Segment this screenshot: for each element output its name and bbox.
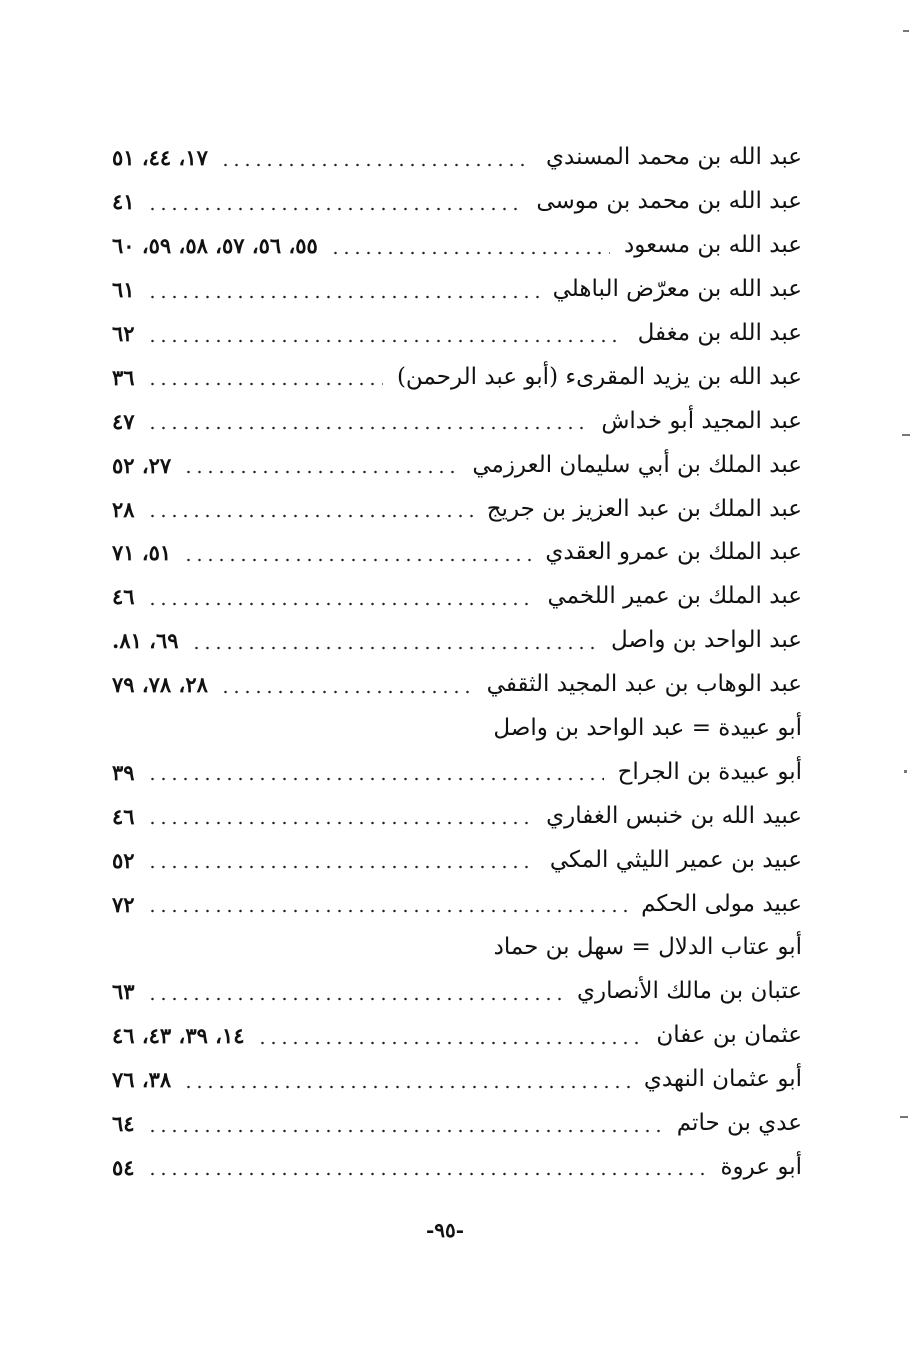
dot-leader <box>147 862 536 872</box>
index-entry <box>112 794 802 838</box>
entry-name: أبو عبيدة = عبد الواحد بن واصل <box>493 715 802 742</box>
entry-name: عبد الله بن محمد بن موسى <box>536 188 802 215</box>
entry-pages: ٥١، ٧١ <box>112 540 172 566</box>
index-entry <box>112 312 802 356</box>
entry-name: عبد الله بن محمد المسندي <box>546 144 802 171</box>
entry-name: عبد الله بن معرّض الباهلي <box>552 276 802 303</box>
entry-pages: ٥٥، ٥٦، ٥٧، ٥٨، ٥٩، ٦٠ <box>112 233 318 259</box>
index-entry <box>112 619 802 663</box>
index-entry <box>112 180 802 224</box>
index-entry <box>112 355 802 399</box>
index-entry <box>112 136 802 180</box>
index-entry <box>112 443 802 487</box>
index-entry <box>112 882 802 926</box>
entry-name: عبيد مولى الحكم <box>641 890 802 917</box>
entry-pages: ١٧، ٤٤، ٥١ <box>112 145 208 171</box>
entry-name: عتبان بن مالك الأنصاري <box>576 978 802 1005</box>
dot-leader <box>147 1126 663 1136</box>
entry-name: عدي بن حاتم <box>676 1110 802 1137</box>
entry-pages: ٣٨، ٧٦ <box>112 1067 172 1093</box>
dot-leader <box>147 204 523 214</box>
entry-pages: ٦٤ <box>112 1111 135 1137</box>
entry-pages: ٤١ <box>112 189 135 215</box>
index-entry <box>112 1145 802 1189</box>
entry-name: عبد الملك بن عمير اللخمي <box>547 583 802 610</box>
entry-pages: ٦٢ <box>112 321 135 346</box>
dot-leader <box>220 160 532 170</box>
entry-name: عبيد بن عمير الليثي المكي <box>549 846 802 873</box>
dot-leader <box>147 1169 707 1179</box>
dot-leader <box>147 379 383 389</box>
index-entry <box>112 575 802 619</box>
name-index-list <box>112 136 802 1189</box>
entry-name: عبد الملك بن عبد العزيز بن جريج <box>486 495 802 522</box>
index-entry <box>112 663 802 707</box>
entry-name: عثمان بن عفان <box>656 1022 802 1049</box>
index-entry <box>112 399 802 443</box>
entry-name: عبد الوهاب بن عبد المجيد الثقفي <box>486 671 802 698</box>
entry-pages: ٦٩، ٨١. <box>112 628 179 654</box>
dot-leader <box>147 906 628 916</box>
dot-leader <box>147 292 539 302</box>
dot-leader <box>147 423 588 433</box>
entry-pages: ٦١ <box>112 277 135 303</box>
entry-pages: ٣٦ <box>112 364 135 390</box>
dot-leader <box>330 248 610 258</box>
entry-pages: ٤٦ <box>112 584 135 610</box>
entry-name: أبو عروة <box>720 1153 802 1180</box>
dot-leader <box>220 687 473 697</box>
cross-reference-entry <box>112 707 802 751</box>
entry-pages: ٢٨، ٧٨، ٧٩ <box>112 672 208 698</box>
dot-leader <box>147 336 624 346</box>
entry-pages: ٣٩ <box>112 759 135 785</box>
page-number: -٩٥- <box>425 1218 465 1242</box>
entry-name: عبد الملك بن أبي سليمان العرزمي <box>472 451 802 478</box>
entry-pages: ٢٧، ٥٢ <box>112 452 172 478</box>
entry-pages: ٥٢ <box>112 847 135 873</box>
index-entry <box>112 838 802 882</box>
entry-pages: ٢٨ <box>112 496 135 522</box>
scan-speck <box>900 1116 908 1118</box>
entry-name: عبد الله بن يزيد المقرىء (أبو عبد الرحمن) <box>396 363 802 390</box>
entry-name: عبد المجيد أبو خداش <box>601 407 802 434</box>
index-entry <box>112 224 802 268</box>
dot-leader <box>183 555 531 565</box>
dot-leader <box>147 774 604 784</box>
entry-pages: ١٤، ٣٩، ٤٣، ٤٦ <box>112 1023 245 1049</box>
dot-leader <box>183 1082 630 1092</box>
index-entry <box>112 268 802 312</box>
index-entry <box>112 1014 802 1058</box>
entry-pages: ٧٢ <box>112 891 135 917</box>
dot-leader <box>147 599 534 609</box>
dot-leader <box>147 994 563 1004</box>
dot-leader <box>147 511 473 521</box>
index-entry <box>112 531 802 575</box>
entry-name: عبد الله بن مسعود <box>624 232 802 259</box>
scan-speck <box>902 434 910 436</box>
dot-leader <box>191 643 597 653</box>
index-entry <box>112 487 802 531</box>
scan-speck <box>904 770 907 773</box>
dot-leader <box>183 467 458 477</box>
entry-name: عبد الواحد بن واصل <box>611 627 802 654</box>
index-entry <box>112 970 802 1014</box>
index-entry <box>112 1102 802 1146</box>
entry-name: عبيد الله بن خنبس الغفاري <box>546 802 802 829</box>
entry-pages: ٦٣ <box>112 979 135 1005</box>
entry-name: أبو عثمان النهدي <box>643 1066 802 1093</box>
dot-leader <box>257 1038 643 1048</box>
entry-pages: ٥٤ <box>112 1154 135 1180</box>
entry-name: عبد الملك بن عمرو العقدي <box>545 539 802 566</box>
entry-name: أبو عبيدة بن الجراح <box>617 758 802 785</box>
entry-name: عبد الله بن مغفل <box>637 320 802 346</box>
cross-reference-entry <box>112 926 802 970</box>
entry-pages: ٤٧ <box>112 408 135 434</box>
index-entry <box>112 1058 802 1102</box>
scan-speck <box>903 30 909 32</box>
entry-pages: ٤٦ <box>112 803 135 829</box>
dot-leader <box>147 818 533 828</box>
index-entry <box>112 750 802 794</box>
entry-name: أبو عتاب الدلال = سهل بن حماد <box>493 934 802 961</box>
